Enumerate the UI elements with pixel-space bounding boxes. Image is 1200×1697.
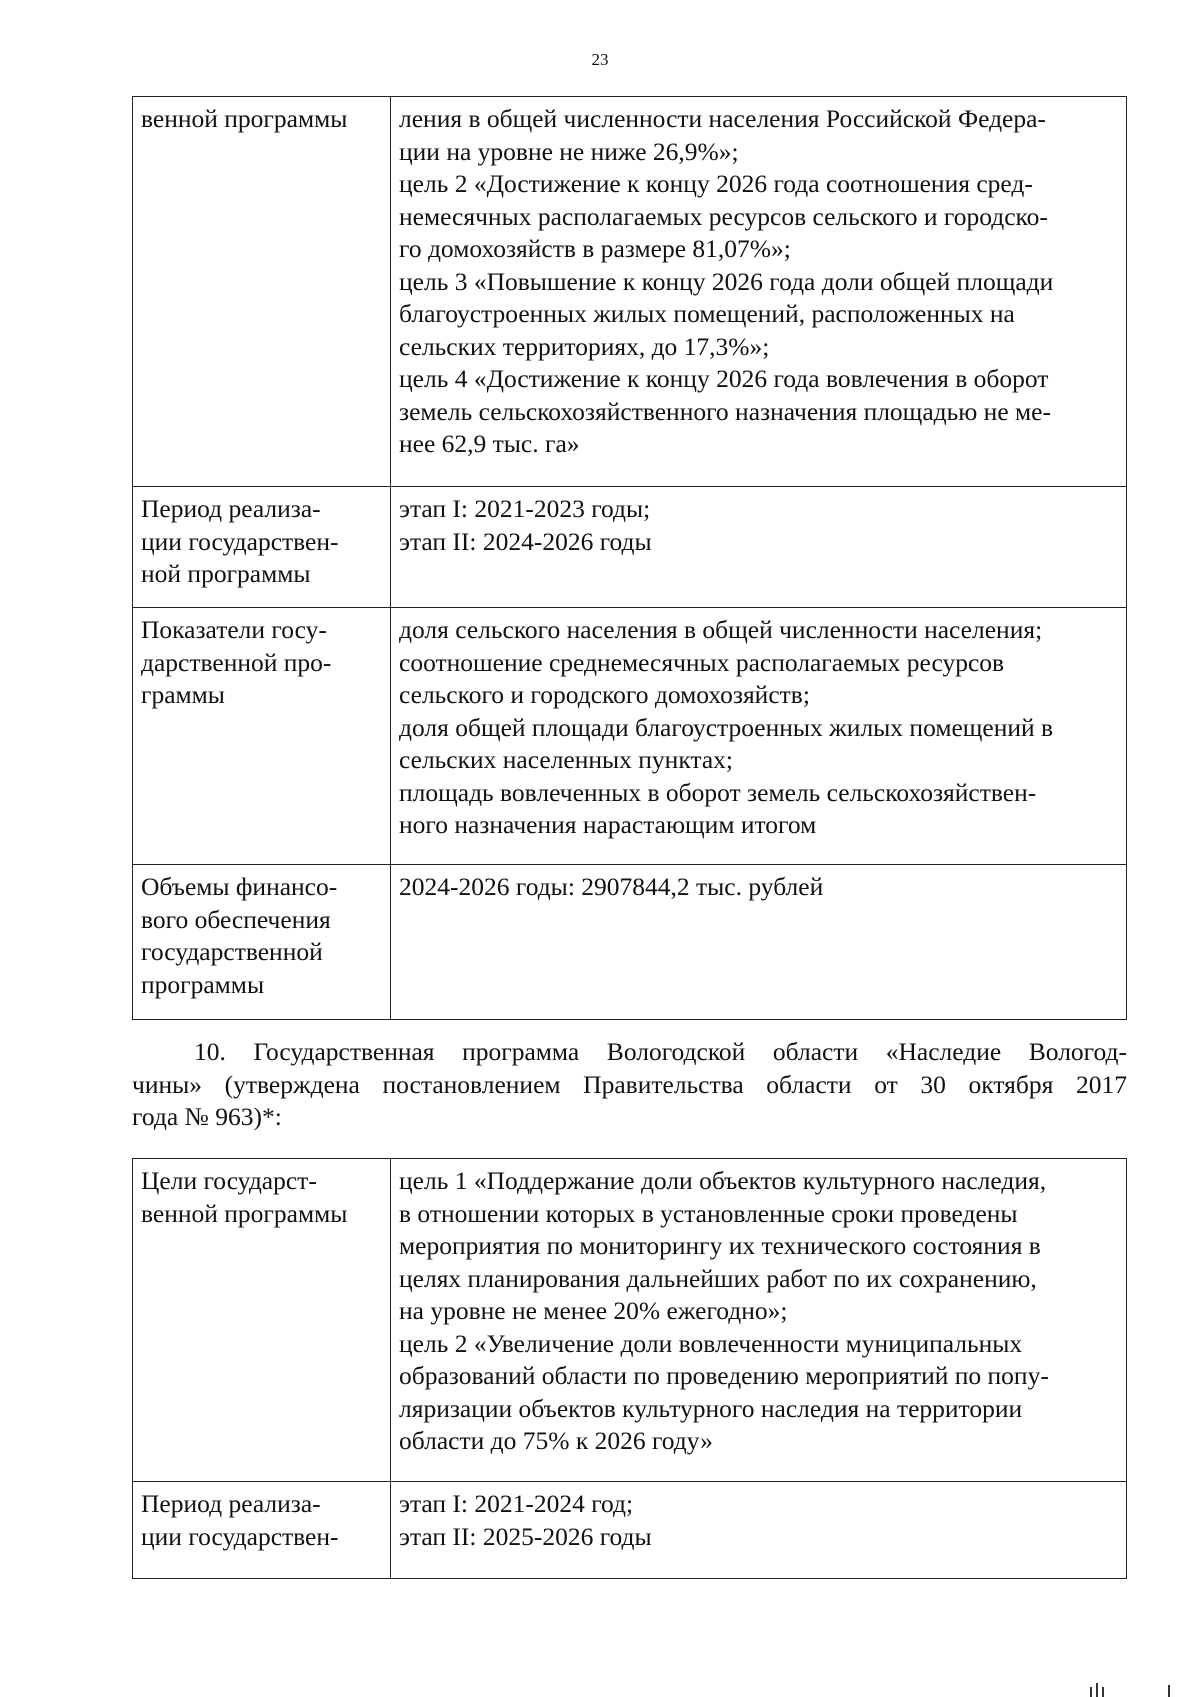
cell-text-line: Объемы финансо- — [141, 872, 338, 901]
cell-text-line: ляризации объектов культурного наследия на территории — [399, 1393, 1023, 1423]
row-value-cell — [391, 97, 1127, 487]
cell-text-line: цель 4 «Достижение к концу 2026 года вовлечения в оборот — [399, 364, 1049, 393]
cell-text-line: вого обеспечения — [141, 904, 331, 934]
cell-text-line: немесячных располагаемых ресурсов сельского и городско- — [399, 201, 1048, 231]
paragraph-line: чины» (утверждена постановлением Правительства области от 30 октября 2017 — [132, 1069, 1127, 1099]
cell-text-line: этап II: 2024-2026 годы — [399, 526, 652, 556]
cell-text-line: сельского и городского домохозяйств; — [399, 680, 810, 709]
cell-text-line: образований области по проведению мероприятий по попу- — [399, 1361, 1049, 1390]
cell-text-line: граммы — [141, 680, 225, 709]
cell-text-line: соотношение среднемесячных располагаемых ресурсов — [399, 647, 1005, 677]
scan-edge-marks — [1090, 1678, 1170, 1697]
cell-text-line: целях планирования дальнейших работ по их сохранению, — [399, 1263, 1037, 1293]
row-value-cell — [391, 487, 1127, 608]
row-label-cell — [133, 865, 391, 1020]
table-row-goals — [133, 1159, 1127, 1482]
cell-text-line: цель 2 «Увеличение доли вовлеченности муниципальных — [399, 1328, 1023, 1358]
program-heading-paragraph — [132, 1036, 1127, 1134]
cell-text-line: Период реализа- — [141, 494, 321, 523]
cell-text-line: ления в общей численности населения Российской Федера- — [399, 104, 1046, 133]
cell-text-line: на уровне не менее 20% ежегодно»; — [399, 1296, 788, 1325]
cell-text-line: площадь вовлеченных в оборот земель сельскохозяйствен- — [399, 777, 1037, 807]
cell-text-line: программы — [141, 969, 265, 999]
table-row-goals — [133, 97, 1127, 487]
cell-text-line: дарственной про- — [141, 647, 332, 677]
cell-text-line: Показатели госу- — [141, 615, 327, 644]
cell-text-line: земель сельскохозяйственного назначения площадью не ме- — [399, 396, 1051, 426]
cell-text-line: венной программы — [141, 104, 348, 133]
cell-text-line: сельских населенных пунктах; — [399, 745, 733, 774]
table-row-period — [133, 487, 1127, 608]
cell-text-line: нее 62,9 тыс. га» — [399, 429, 580, 458]
row-label-cell — [133, 1482, 391, 1579]
paragraph-line: 10. Государственная программа Вологодской области «Наследие Вологод- — [194, 1037, 1127, 1066]
table-row-financing — [133, 865, 1127, 1020]
cell-text-line: го домохозяйств в размере 81,07%»; — [399, 234, 791, 263]
row-label-cell — [133, 97, 391, 487]
cell-text-line: ции государствен- — [141, 526, 339, 556]
cell-text-line: цель 1 «Поддержание доли объектов культурного наследия, — [399, 1166, 1047, 1195]
row-label-cell — [133, 1159, 391, 1482]
cell-text-line: ции государствен- — [141, 1521, 339, 1551]
row-value-cell — [391, 1482, 1127, 1579]
page-number: 23 — [591, 50, 609, 69]
cell-text-line: государственной — [141, 937, 323, 966]
cell-text-line: ции на уровне не ниже 26,9%»; — [399, 136, 739, 166]
program-passport-table — [132, 1158, 1127, 1579]
cell-text-line: доля общей площади благоустроенных жилых помещений в — [399, 712, 1054, 742]
cell-text-line: Цели государст- — [141, 1166, 317, 1195]
table-row-period — [133, 1482, 1127, 1579]
row-value-cell — [391, 1159, 1127, 1482]
cell-text-line: ного назначения нарастающим итогом — [399, 810, 817, 839]
row-label-cell — [133, 487, 391, 608]
cell-text-line: доля сельского населения в общей численности населения; — [399, 615, 1043, 644]
paragraph-line: года № 963)*: — [132, 1102, 282, 1131]
cell-text-line: сельских территориях, до 17,3%»; — [399, 331, 770, 361]
row-label-cell — [133, 608, 391, 865]
program-passport-table-continued — [132, 96, 1127, 1020]
cell-text-line: области до 75% к 2026 году» — [399, 1426, 713, 1455]
cell-text-line: этап I: 2021-2023 годы; — [399, 494, 651, 523]
cell-text-line: венной программы — [141, 1198, 348, 1228]
cell-text-line: этап II: 2025-2026 годы — [399, 1521, 652, 1551]
table-row-indicators — [133, 608, 1127, 865]
row-value-cell — [391, 608, 1127, 865]
cell-text-line: в отношении которых в установленные сроки проведены — [399, 1198, 1018, 1228]
cell-text-line: цель 3 «Повышение к концу 2026 года доли общей площади — [399, 266, 1054, 296]
row-value-cell — [391, 865, 1127, 1020]
cell-text-line: цель 2 «Достижение к концу 2026 года соотношения сред- — [399, 169, 1033, 198]
cell-text-line: этап I: 2021-2024 год; — [399, 1489, 634, 1518]
cell-text-line: ной программы — [141, 559, 311, 588]
cell-text-line: 2024-2026 годы: 2907844,2 тыс. рублей — [399, 872, 824, 901]
cell-text-line: мероприятия по мониторингу их технического состояния в — [399, 1231, 1041, 1260]
cell-text-line: благоустроенных жилых помещений, расположенных на — [399, 299, 1015, 328]
cell-text-line: Период реализа- — [141, 1489, 321, 1518]
